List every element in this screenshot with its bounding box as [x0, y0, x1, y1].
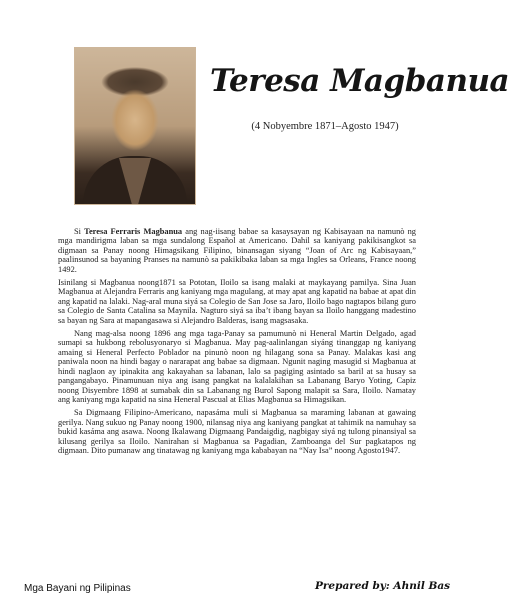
paragraph-4: Sa Digmaang Filipino-Americano, napasáma muli si Magbanua sa maraming labanan at gawaing gerilya. Nang sukuo ng Panay noong 1900, nilansag niya ang kaniyang pangkat at tahimik na namuhay sa bukid kasáma ang asawa. Noong Ikalawang Digmaang Pandaigdig, nagbigay siyá ng tulong pinansiyal sa kilusang gerilya sa Iloilo. Nanirahan si Magbanua sa Pagadian, Zamboanga del Sur pagkatapos ng digmaan. Dito pumanaw ang tinatawag ng kaniyang mga kababayan na “Nay Isa” noong Agosto1947. [58, 408, 416, 455]
paragraph-2: Isinilang si Magbanua noong1871 sa Pototan, Iloilo sa isang malaki at maykayang pamilya. Sina Juan Magbanua at Alejandra Ferraris ang kaniyang mga magulang, at may apat ang kapatid na babae at apat din ang kapatid na lalaki. Nag-aral muna siyá sa Colegio de San Jose sa Jaro, Iloilo bago nagtapos bilang guro sa Colegio de Santa Catalina sa Maynila. Nagturo siyá sa iba’t ibang bayan sa Iloilo hanggang madestino sa bayan ng Sara at mapangasawa si Alejandro Balderas, isang magsasaka. [58, 278, 416, 325]
full-name: Teresa Ferraris Magbanua [84, 227, 183, 236]
life-dates: (4 Nobyembre 1871–Agosto 1947) [251, 121, 399, 132]
page-title: Teresa Magbanua [210, 63, 509, 99]
paragraph-3: Nang mag-alsa noong 1896 ang mga taga-Panay sa pamumunò ni Heneral Martin Delgado, agad sumapi sa hukbong rebolusyonaryo si Magbanua. May pag-aalinlangan siyáng tinanggap ng kaniyang amaing si Heneral Perfecto Poblador na pinunò noon ng hilagang sona sa Panay. Malakas kasi ang paniwala noon na hindi bagay o nararapat ang babae sa digmaan. Ngunit naging masugid si Magbanua at hindi naglaon ay ipinakita ang kakayahan sa labanan, lalo sa pagiging asintado sa baril at sa husay sa pangangabayo. Pinamunuan niya ang isang pangkat na kalalakihan sa Labanang Baryo Yoting, Capiz noong Disyembre 1898 at sumabak din sa Labanang ng Burol Sapong malapit sa Sara, Iloilo. Namatay ang kaniyang mga kapatid na sina Heneral Pascual at Elias Magbanua sa Himagsikan. [58, 329, 416, 404]
footer-series-title: Mga Bayani ng Pilipinas [24, 583, 131, 594]
biography-body [58, 227, 416, 459]
paragraph-1 [58, 227, 416, 274]
portrait-photo [75, 48, 195, 204]
footer-author-credit: Prepared by: Ahnil Bas [315, 580, 451, 592]
paragraph-1-text: ang nag-iisang babae sa kasaysayan ng Kabisayaan na namunò ng mga mandirigma laban sa mga sundalong Español at Americano. Dahil sa kaniyang pakikisangkot sa digmaan sa Panay noong Himagsikang Filipino, binansagan siyang “Joan of Arc ng Kabisayaan,” paalinsunod sa bayaning Pranses na namunò sa pakikibaka laban sa mga Ingles sa Orleans, France noong 1492. [58, 227, 416, 274]
paragraph-1-lead: Si [74, 227, 85, 236]
